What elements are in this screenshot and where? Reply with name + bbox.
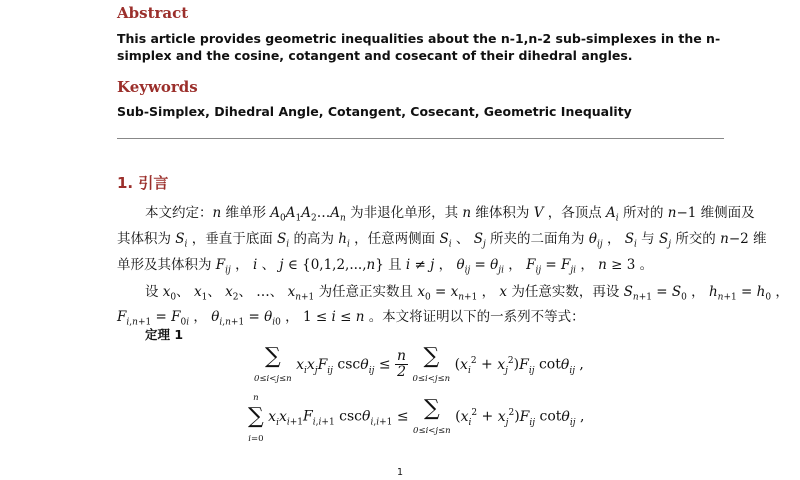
body-line-3: 单形及其体积为 $F_{ij}$ ， i 、 j ∈ {0,1,2,...,n} 且 i ≠ j ， $\theta_{ij} = \theta_{ji}$ ， $F_{ij} = F_{ji}$ ， n ≥ 3 。 — [117, 257, 654, 276]
body-line-1: 本文约定：n 维单形 $A_0A_1A_2\dots A_n$ 为非退化单形，其 n 维体积为 V ，各顶点 $A_i$ 所对的 n−1 维侧面及 — [145, 205, 755, 224]
section-title: 1. 引言 — [117, 174, 169, 192]
theorem-label: 定理 1 — [145, 327, 184, 342]
section-divider — [117, 138, 724, 139]
inequality-2: n ∑ i=0 $x_ix_{i+1}F_{i,i+1}$ cscθ$_{i,i+1}$ ≤ ∑ 0≤i<j≤n $(x_i^2 + x_j^2)F_{ij}$ cotθ$_{ij}$ , — [248, 393, 585, 444]
page-number: 1 — [397, 467, 404, 478]
keywords-text: Sub-Simplex, Dihedral Angle, Cotangent, Cosecant, Geometric Inequality — [117, 104, 632, 119]
keywords-heading: Keywords — [117, 78, 198, 96]
body-line-5: $F_{i,n+1} = F_{0i}$ ， $\theta_{i,n+1} = \theta_{i0}$ ， 1 ≤ i ≤ n 。本文将证明以下的一系列不等式： — [117, 309, 585, 328]
abstract-text: This article provides geometric inequalities about the n-1,n-2 sub-simplexes in the n-simplex and the cosine, cotangent and cosecant of their dihedral angles. — [117, 31, 721, 63]
inequality-1: ∑ 0≤i<j≤n $x_ix_jF_{ij}$ cscθ$_{ij}$ ≤ $\frac{n}{2}$ ∑ 0≤i<j≤n $(x_i^2 + x_j^2)F_{ij}$ cotθ$_{ij}$ , — [254, 344, 584, 384]
body-line-2: 其体积为 $S_i$ ，垂直于底面 $S_i$ 的高为 $h_i$ ，任意两侧面 $S_i$ 、 $S_j$ 所夹的二面角为 $\theta_{ij}$ ， $S_i$ 与 $S_j$ 所交的 n−2 维 — [117, 231, 767, 250]
body-line-4: 设 $x_0$、 $x_1$、 $x_2$、 …、 $x_{n+1}$ 为任意正实数且 $x_0 = x_{n+1}$ ， x 为任意实数，再设 $S_{n+1} = S_0$ ， $h_{n+1} = h_0$ ， — [145, 284, 789, 303]
abstract-heading: Abstract — [117, 4, 189, 22]
